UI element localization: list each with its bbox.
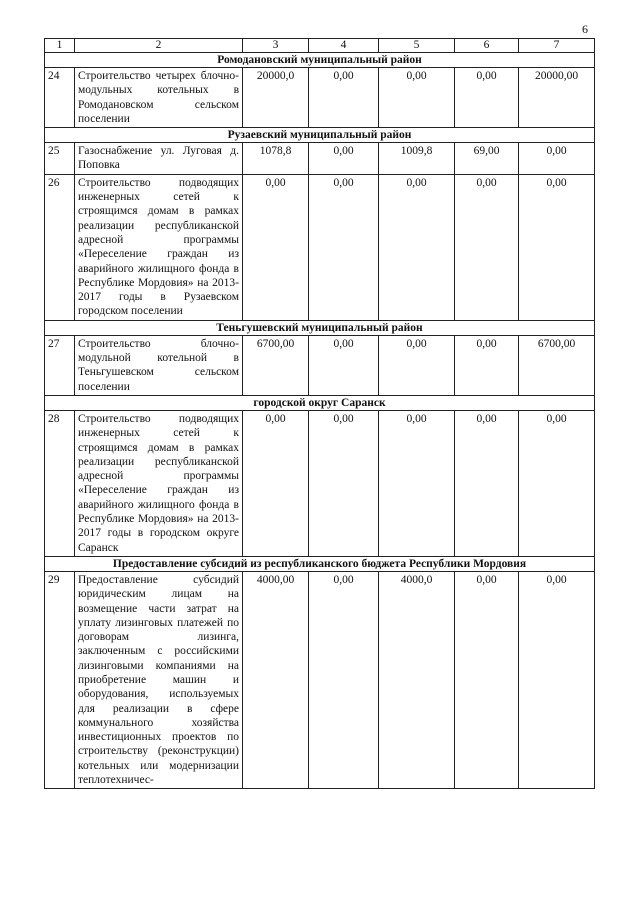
column-header: 5 [379, 39, 455, 53]
column-header-row [45, 39, 595, 53]
page-number: 6 [582, 22, 588, 36]
amount-cell: 0,00 [519, 143, 595, 175]
amount-cell: 20000,0 [243, 68, 309, 128]
amount-cell: 0,00 [379, 68, 455, 128]
amount-cell: 0,00 [309, 335, 379, 395]
section-header-row [45, 556, 595, 571]
column-header: 6 [455, 39, 519, 53]
amount-cell: 0,00 [309, 410, 379, 556]
table-row [45, 68, 595, 128]
amount-cell: 0,00 [455, 335, 519, 395]
row-number: 28 [45, 410, 75, 556]
section-title: Ромодановский муниципальный район [45, 53, 595, 68]
column-header: 7 [519, 39, 595, 53]
section-title: городской округ Саранск [45, 395, 595, 410]
table-row [45, 571, 595, 788]
table-row [45, 335, 595, 395]
amount-cell: 0,00 [519, 174, 595, 320]
project-name: Строительство четырех блочно-модульных котельных в Ромодановском сельском поселении [75, 68, 243, 128]
amount-cell: 0,00 [309, 68, 379, 128]
amount-cell: 69,00 [455, 143, 519, 175]
amount-cell: 0,00 [519, 571, 595, 788]
amount-cell: 20000,00 [519, 68, 595, 128]
column-header: 4 [309, 39, 379, 53]
table-row [45, 174, 595, 320]
amount-cell: 0,00 [455, 174, 519, 320]
amount-cell: 0,00 [309, 571, 379, 788]
row-number: 29 [45, 571, 75, 788]
amount-cell: 0,00 [243, 174, 309, 320]
project-name: Газоснабжение ул. Луговая д. Поповка [75, 143, 243, 175]
amount-cell: 0,00 [455, 410, 519, 556]
section-title: Предоставление субсидий из республиканского бюджета Республики Мордовия [45, 556, 595, 571]
amount-cell: 0,00 [379, 335, 455, 395]
section-header-row [45, 395, 595, 410]
amount-cell: 0,00 [309, 174, 379, 320]
column-header: 2 [75, 39, 243, 53]
column-header: 3 [243, 39, 309, 53]
project-name: Строительство блочно-модульной котельной в Теньгушевском сельском поселении [75, 335, 243, 395]
amount-cell: 0,00 [379, 410, 455, 556]
row-number: 26 [45, 174, 75, 320]
amount-cell: 0,00 [243, 410, 309, 556]
amount-cell: 0,00 [309, 143, 379, 175]
table-row [45, 143, 595, 175]
row-number: 25 [45, 143, 75, 175]
project-name: Строительство подводящих инженерных сетей к строящимся домам в рамках реализации республиканской адресной программы «Переселение граждан из аварийного жилищного фонда в Республике Мордовия» на 2013-2017 годы в Рузаевском городском поселении [75, 174, 243, 320]
section-header-row [45, 320, 595, 335]
project-name: Строительство подводящих инженерных сетей к строящимся домам в рамках реализации республиканской адресной программы «Переселение граждан из аварийного жилищного фонда в Республике Мордовия» на 2013-2017 годы в городском округе Саранск [75, 410, 243, 556]
amount-cell: 1009,8 [379, 143, 455, 175]
amount-cell: 0,00 [379, 174, 455, 320]
project-name: Предоставление субсидий юридическим лицам на возмещение части затрат на уплату лизинговых платежей по договорам лизинга, заключенным с российскими лизинговыми компаниями на приобретение машин и оборудования, используемых для реализации в сфере коммунального хозяйства инвестиционных проектов по строительству (реконструкции) котельных или модернизации теплотехничес- [75, 571, 243, 788]
section-title: Рузаевский муниципальный район [45, 128, 595, 143]
amount-cell: 0,00 [455, 68, 519, 128]
amount-cell: 0,00 [519, 410, 595, 556]
amount-cell: 4000,0 [379, 571, 455, 788]
section-title: Теньгушевский муниципальный район [45, 320, 595, 335]
column-header: 1 [45, 39, 75, 53]
amount-cell: 6700,00 [519, 335, 595, 395]
budget-table [44, 38, 595, 789]
section-header-row [45, 53, 595, 68]
row-number: 27 [45, 335, 75, 395]
amount-cell: 4000,00 [243, 571, 309, 788]
row-number: 24 [45, 68, 75, 128]
table-row [45, 410, 595, 556]
amount-cell: 0,00 [455, 571, 519, 788]
section-header-row [45, 128, 595, 143]
amount-cell: 6700,00 [243, 335, 309, 395]
amount-cell: 1078,8 [243, 143, 309, 175]
